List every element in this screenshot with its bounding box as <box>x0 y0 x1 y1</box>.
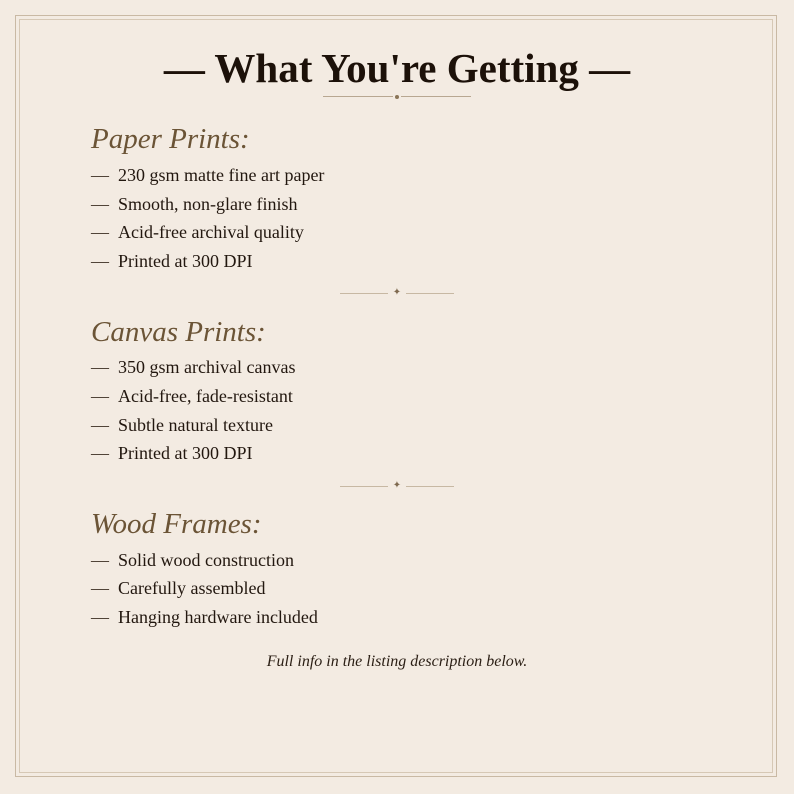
section-divider <box>340 288 454 298</box>
list-item: — Subtle natural texture <box>91 415 273 435</box>
section-heading-paper-prints: Paper Prints: <box>91 123 250 155</box>
dash-bullet-icon: — <box>91 251 109 271</box>
dash-bullet-icon: — <box>91 357 109 377</box>
star-ornament-icon: ✦ <box>392 480 402 491</box>
list-item: — 230 gsm matte fine art paper <box>91 165 325 185</box>
ornament-dot-icon <box>395 95 399 99</box>
list-item: — Acid-free archival quality <box>91 222 304 242</box>
dash-bullet-icon: — <box>91 443 109 463</box>
list-item: — Printed at 300 DPI <box>91 251 253 271</box>
list-item: — Acid-free, fade-resistant <box>91 386 293 406</box>
dash-bullet-icon: — <box>91 578 109 598</box>
list-item: — Hanging hardware included <box>91 607 318 627</box>
section-heading-wood-frames: Wood Frames: <box>91 508 262 540</box>
title-underline-ornament <box>323 96 471 98</box>
section-heading-canvas-prints: Canvas Prints: <box>91 316 266 348</box>
list-item: — 350 gsm archival canvas <box>91 357 296 377</box>
dash-bullet-icon: — <box>91 415 109 435</box>
list-item: — Printed at 300 DPI <box>91 443 253 463</box>
dash-bullet-icon: — <box>91 222 109 242</box>
list-item: — Smooth, non-glare finish <box>91 194 298 214</box>
list-item: — Carefully assembled <box>91 578 266 598</box>
dash-bullet-icon: — <box>91 165 109 185</box>
section-divider <box>340 481 454 491</box>
dash-bullet-icon: — <box>91 550 109 570</box>
star-ornament-icon: ✦ <box>392 287 402 298</box>
list-item: — Solid wood construction <box>91 550 294 570</box>
page-title: — What You're Getting — <box>163 45 631 91</box>
dash-bullet-icon: — <box>91 607 109 627</box>
dash-bullet-icon: — <box>91 194 109 214</box>
dash-bullet-icon: — <box>91 386 109 406</box>
footer-note: Full info in the listing description below. <box>266 653 528 670</box>
